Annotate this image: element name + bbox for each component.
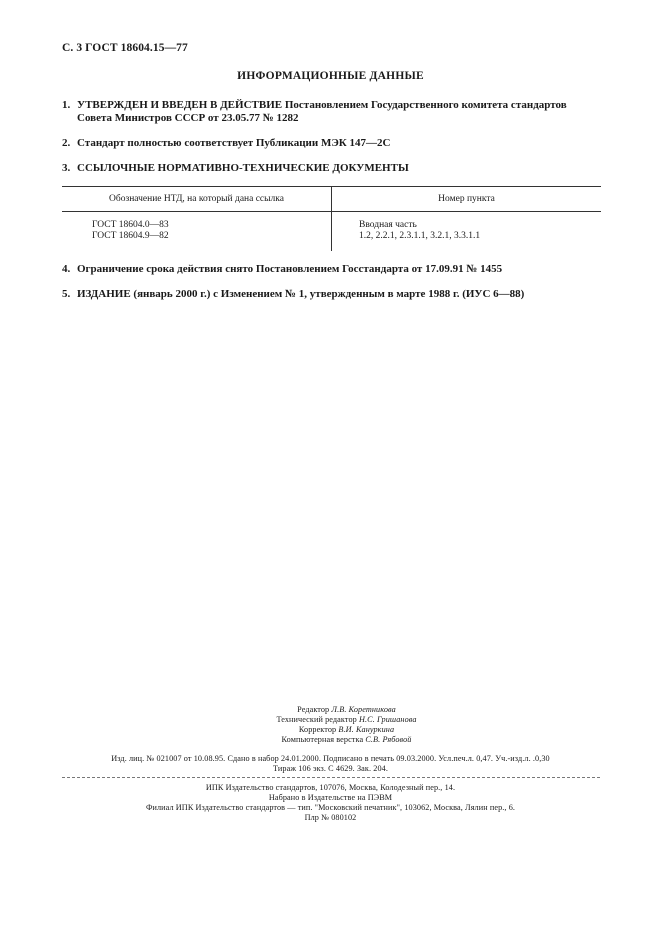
item-text-line-1: УТВЕРЖДЕН И ВВЕДЕН В ДЕЙСТВИЕ Постановлением Государственного комитета стандартов [77,99,567,111]
item-text-line-2: Совета Министров СССР от 23.05.77 № 1282 [77,112,299,124]
table-cell-designations [92,220,169,242]
section-title: ИНФОРМАЦИОННЫЕ ДАННЫЕ [237,70,424,82]
item-number: 2. [62,137,71,149]
page-header: С. 3 ГОСТ 18604.15—77 [62,42,188,54]
table-row: 1.2, 2.2.1, 2.3.1.1, 3.2.1, 3.3.1.1 [359,231,481,241]
publication-info-line-1: Изд. лиц. № 021007 от 10.08.95. Сдано в набор 24.01.2000. Подписано в печать 09.03.2000. Усл.печ.л. 0,47. Уч.-изд.л. .0,30 [111,754,550,763]
item-text: Стандарт полностью соответствует Публикации МЭК 147—2С [77,137,391,149]
item-text: ССЫЛОЧНЫЕ НОРМАТИВНО-ТЕХНИЧЕСКИЕ ДОКУМЕНТЫ [77,162,409,174]
reference-documents-table [62,186,601,251]
publication-info [0,754,661,774]
item-number: 4. [62,263,71,275]
table-cell-clauses [359,220,480,242]
credit-editor: Редактор Л.В. Коретникова [297,705,396,714]
item-number: 3. [62,162,71,174]
table-header-designation: Обозначение НТД, на который дана ссылка [109,194,284,204]
table-row: ГОСТ 18604.0—83 [92,220,169,230]
info-item-5 [62,288,607,301]
info-item-1 [62,99,607,125]
credit-proofreader: Корректор В.И. Кануркина [298,725,395,734]
info-item-3 [62,162,607,175]
imprint-divider [62,777,600,778]
table-row: ГОСТ 18604.9—82 [92,231,169,241]
credit-layout: Компьютерная верстка С.В. Рябовой [281,735,412,744]
printer-line-2: Набрано в Издательстве на ПЭВМ [268,793,393,802]
credit-technical-editor: Технический редактор Н.С. Гришанова [276,715,417,724]
table-row: Вводная часть [359,220,417,230]
table-header-clause: Номер пункта [438,194,495,204]
item-number: 5. [62,288,71,300]
editorial-credits [0,705,661,745]
item-text: Ограничение срока действия снято Постановлением Госстандарта от 17.09.91 № 1455 [77,263,503,275]
publication-info-line-2: Тираж 106 экз. С 4629. Зак. 204. [273,764,388,773]
info-item-4 [62,263,607,276]
printer-line-1: ИПК Издательство стандартов, 107076, Москва, Колодезный пер., 14. [205,783,456,792]
printer-info [0,783,661,823]
info-item-2 [62,137,607,150]
item-number: 1. [62,99,71,111]
printer-line-4: Плр № 080102 [304,813,357,822]
printer-line-3: Филиал ИПК Издательство стандартов — тип. "Московский печатник", 103062, Москва, Лялин пер., 6. [145,803,516,812]
item-text: ИЗДАНИЕ (январь 2000 г.) с Изменением № 1, утвержденным в марте 1988 г. (ИУС 6—88) [77,288,525,300]
